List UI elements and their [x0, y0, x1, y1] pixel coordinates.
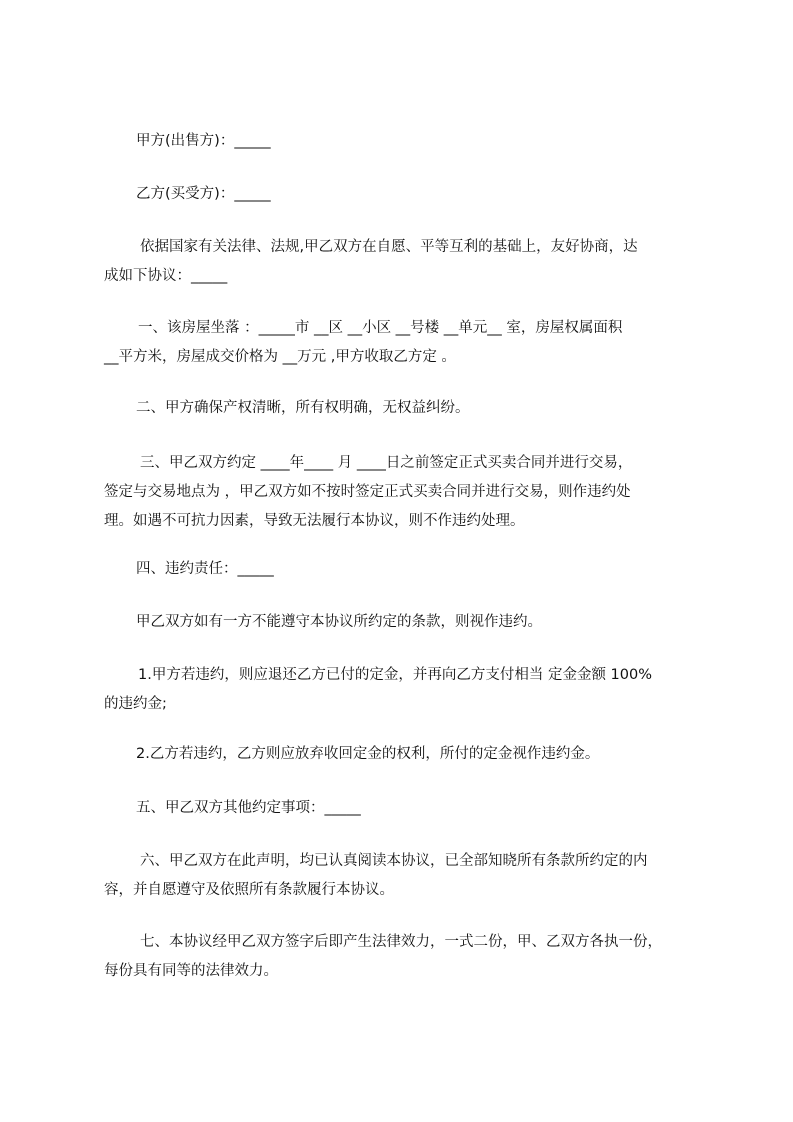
clause-1-line-1: 一、该房屋坐落 ：_____市 __区 __小区 __号楼 __单元__ 室，房屋权属面积 [138, 320, 623, 336]
clause-4-title: 四、违约责任：_____ [136, 561, 274, 577]
clause-7-line-2: 每份具有同等的法律效力。 [104, 963, 278, 979]
clause-3-line-1: 三、甲乙双方约定 ____年____ 月 ____日之前签定正式买卖合同并进行交易， [140, 455, 633, 471]
clause-7-line-1: 七、本协议经甲乙双方签字后即产生法律效力，一式二份，甲、乙双方各执一份， [140, 934, 662, 950]
clause-4-item-2-paragraph [104, 740, 696, 769]
party-b-text: 乙方(买受方)：_____ [136, 186, 271, 202]
preamble-line-1: 依据国家有关法律、法规,甲乙双方在自愿、平等互利的基础上，友好协商，达 [140, 239, 638, 255]
clause-2-paragraph [104, 394, 696, 423]
clause-6-line-2: 容，并自愿遵守及依照所有条款履行本协议。 [104, 882, 394, 898]
clause-4-item-1-line-1: 1.甲方若违约，则应退还乙方已付的定金，并再向乙方支付相当 定金金额 100% [138, 667, 653, 683]
clause-4-item-1-line-2: 的违约金; [104, 696, 167, 712]
clause-5-paragraph [104, 794, 696, 823]
party-a-line [104, 127, 696, 156]
clause-5-text: 五、甲乙双方其他约定事项：_____ [136, 800, 361, 816]
clause-4-item-1-paragraph [104, 661, 696, 719]
party-a-text: 甲方(出售方)：_____ [136, 133, 271, 149]
clause-4-intro: 甲乙双方如有一方不能遵守本协议所约定的条款，则视作违约。 [136, 614, 542, 630]
clause-1-line-2: __平方米，房屋成交价格为 __万元 ,甲方收取乙方定 。 [104, 349, 456, 365]
clause-4-title-paragraph [104, 555, 696, 584]
clause-6-line-1: 六、甲乙双方在此声明，均已认真阅读本协议，已全部知晓所有条款所约定的内 [140, 853, 648, 869]
clause-4-item-2: 2.乙方若违约，乙方则应放弃收回定金的权利，所付的定金视作违约金。 [136, 746, 600, 762]
preamble-line-2: 成如下协议：_____ [104, 268, 228, 284]
clause-3-line-3: 理。如遇不可抗力因素，导致无法履行本协议，则不作违约处理。 [104, 513, 525, 529]
clause-7-paragraph [104, 928, 696, 986]
clause-1-paragraph [104, 314, 696, 372]
clause-2-text: 二、甲方确保产权清晰，所有权明确，无权益纠纷。 [136, 400, 470, 416]
clause-4-intro-paragraph [104, 608, 696, 637]
clause-6-paragraph [104, 847, 696, 905]
party-b-line [104, 180, 696, 209]
preamble-paragraph [104, 233, 696, 291]
clause-3-paragraph [104, 449, 696, 536]
clause-3-line-2: 签定与交易地点为 ，甲乙双方如不按时签定正式买卖合同并进行交易，则作违约处 [104, 484, 631, 500]
